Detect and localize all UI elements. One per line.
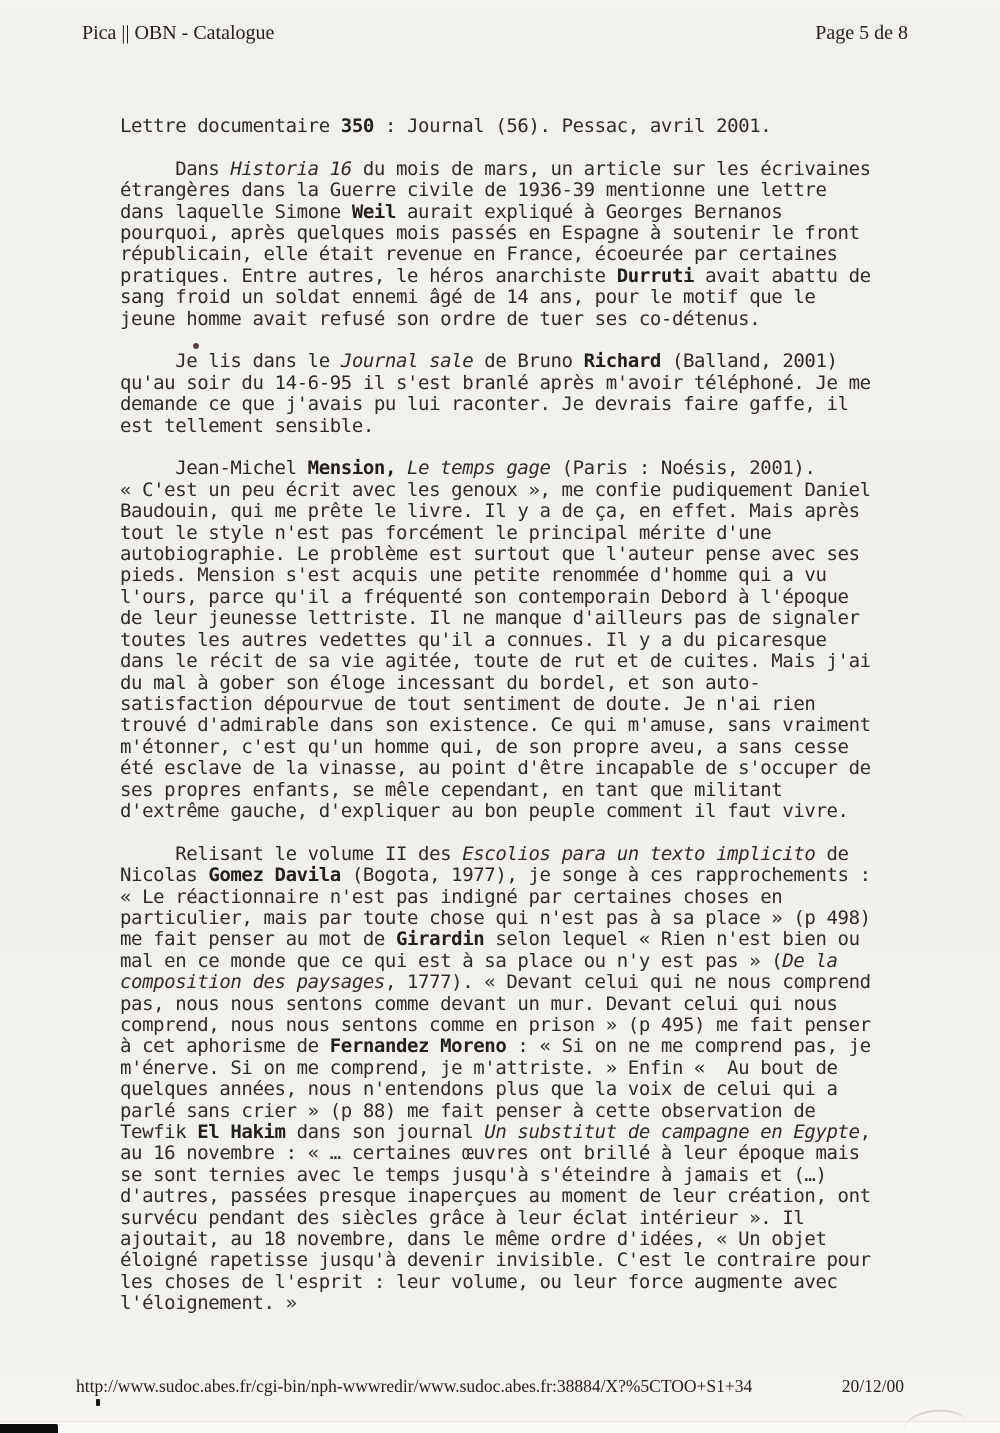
scan-corner-artifact: [0, 1424, 58, 1433]
document-title-line: Lettre documentaire 350 : Journal (56). Pessac, avril 2001.: [120, 115, 772, 137]
footer-date: 20/12/00: [841, 1376, 904, 1396]
header-page-number: Page 5 de 8: [815, 22, 908, 44]
document-paragraph: Je lis dans le Journal sale de Bruno Richard (Balland, 2001) qu'au soir du 14-6-95 il s'est branlé après m'avoir téléphoné. Je me demande ce que j'avais pu lui raconter. Je devrais faire gaffe, il est tellement sensible.: [120, 350, 871, 437]
document-body: [120, 116, 920, 1336]
scan-mark-artifact: [96, 1399, 100, 1406]
document-paragraph: Dans Historia 16 du mois de mars, un article sur les écrivaines étrangères dans la Guerre civile de 1936-39 mentionne une lettre dans laquelle Simone Weil aurait expliqué à Georges Bernanos pourquoi, après quelques mois passés en Espagne à soutenir le front républicain, elle était revenue en France, écoeurée par certaines pratiques. Entre autres, le héros anarchiste Durruti avait abattu de sang froid un soldat ennemi âgé de 14 ans, pour le motif que le jeune homme avait refusé son ordre de tuer ses co-détenus.: [120, 157, 871, 330]
footer-url: http://www.sudoc.abes.fr/cgi-bin/nph-wwwredir/www.sudoc.abes.fr:38884/X?%5CTOO+S1+34: [76, 1376, 753, 1396]
page-header: [82, 22, 908, 45]
scan-edge-strip: [0, 1421, 1000, 1433]
ink-dot-artifact: [193, 343, 199, 349]
page-footer: [76, 1376, 904, 1397]
document-paragraph: Relisant le volume II des Escolios para un texto implicito de Nicolas Gomez Davila (Bogota, 1977), je songe à ces rapprochements : « Le réactionnaire n'est pas indigné par certaines choses en particulier, mais par toute chose qui n'est pas à sa place » (p 498) me fait penser au mot de Girardin selon lequel « Rien n'est bien ou mal en ce monde que ce qui est à sa place ou n'y est pas » (De la composition des paysages, 1777). « Devant celui qui ne nous comprend pas, nous nous sentons comme devant un mur. Devant celui qui nous comprend, nous nous sentons comme en prison » (p 495) me fait penser à cet aphorisme de Fernandez Moreno : « Si on ne me comprend pas, je m'énerve. Si on me comprend, je m'attriste. » Enfin « Au bout de quelques années, nous n'entendons plus que la voix de celui qui a parlé sans crier » (p 88) me fait penser à cette observation de Tewfik El Hakim dans son journal Un substitut de campagne en Egypte, au 16 novembre : « … certaines œuvres ont brillé à leur époque mais se sont ternies avec le temps jusqu'à s'éteindre à jamais et (…) d'autres, passées presque inaperçues au moment de leur création, ont survécu pendant des siècles grâce à leur éclat intérieur ». Il ajoutait, au 18 novembre, dans le même ordre d'idées, « Un objet éloigné rapetisse jusqu'à devenir invisible. C'est le contraire pour les choses de l'esprit : leur volume, ou leur force augmente avec l'éloignement. »: [120, 842, 871, 1315]
header-catalogue-title: Pica || OBN - Catalogue: [82, 22, 275, 44]
document-paragraph: Jean-Michel Mension, Le temps gage (Paris : Noésis, 2001). « C'est un peu écrit avec les genoux », me confie pudiquement Daniel Baudouin, qui me prête le livre. Il y a de ça, en effet. Mais après tout le style n'est pas forcément le principal mérite d'une autobiographie. Le problème est surtout que l'auteur pense avec ses pieds. Mension s'est acquis une petite renommée d'homme qui a vu l'ours, parce qu'il a fréquenté son contemporain Debord à l'époque de leur jeunesse lettriste. Il ne manque d'ailleurs pas de signaler toutes les autres vedettes qu'il a connues. Il y a du picaresque dans le récit de sa vie agitée, toute de rut et de cuites. Mais j'ai du mal à gober son éloge incessant du bordel, et son auto- satisfaction dépourvue de tout sentiment de doute. Je n'ai rien trouvé d'admirable dans son existence. Ce qui m'amuse, sans vraiment m'étonner, c'est qu'un homme qui, de son propre aveu, a sans cesse été esclave de la vinasse, au point d'être incapable de s'occuper de ses propres enfants, se mêle cependant, en tant que militant d'extrême gauche, d'expliquer au bon peuple comment il faut vivre.: [120, 457, 871, 822]
